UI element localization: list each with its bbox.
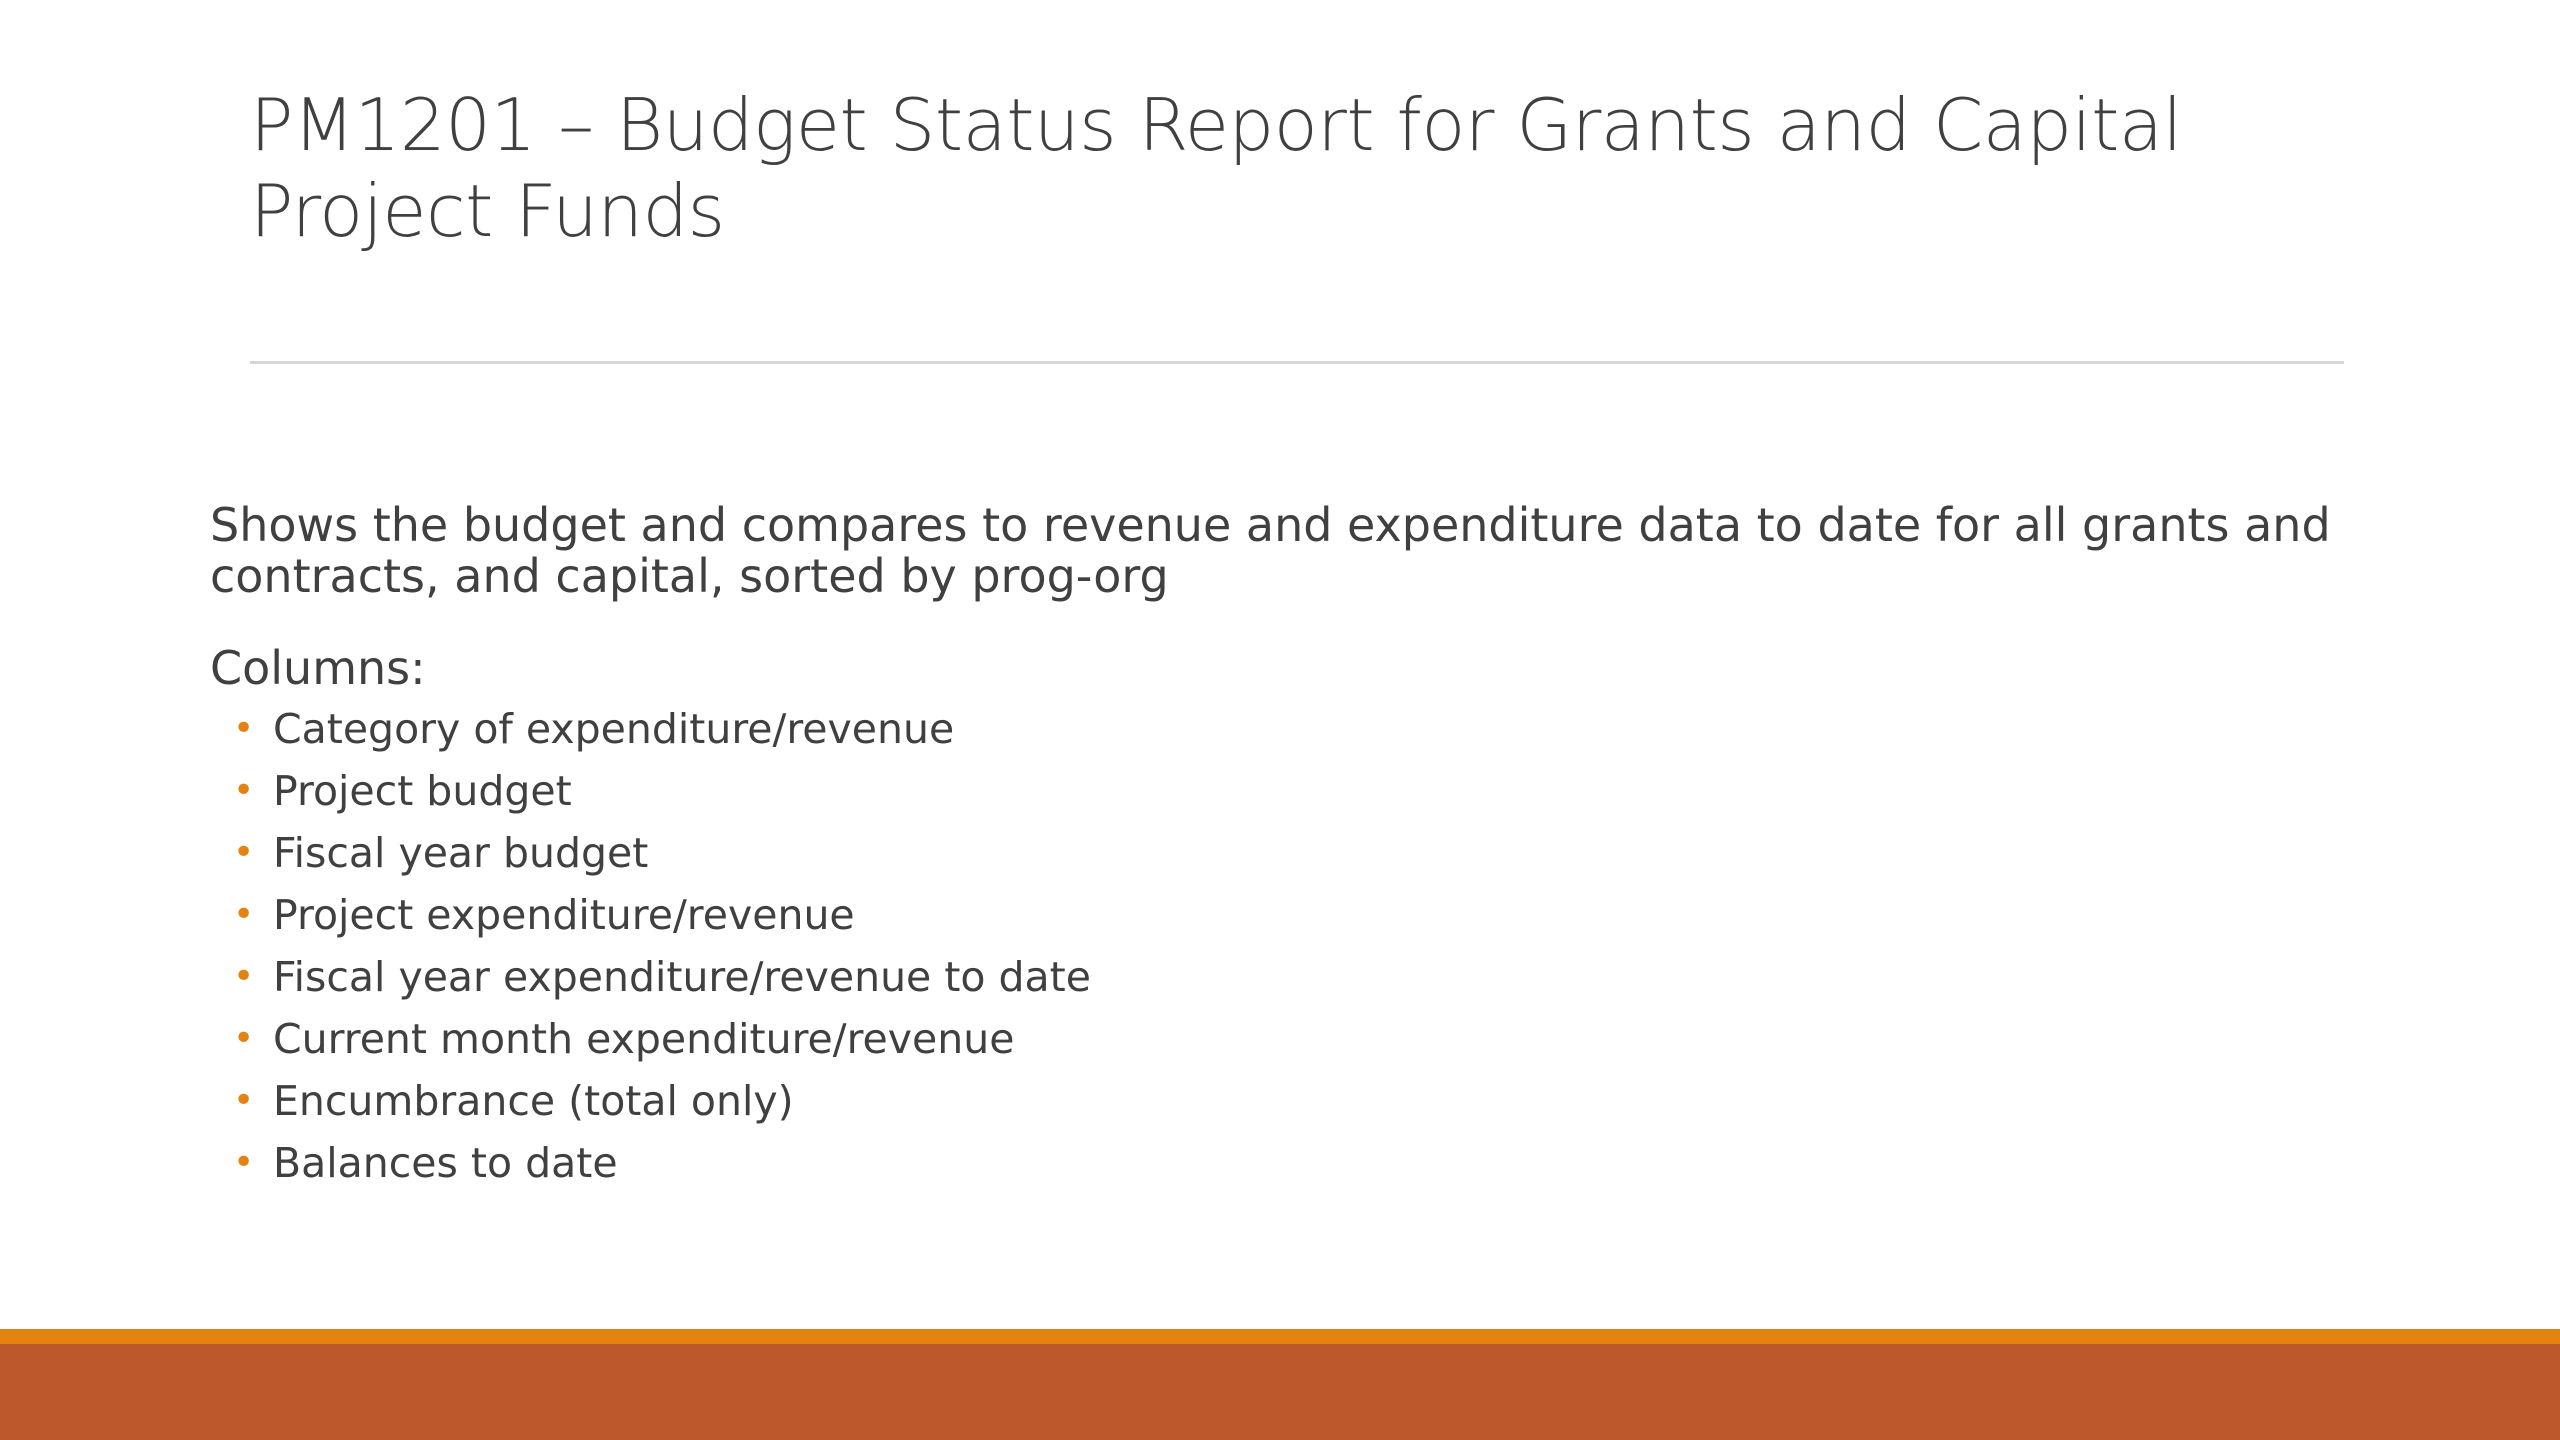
columns-heading: Columns: <box>210 641 426 695</box>
bullet-icon: • <box>233 1142 255 1183</box>
list-item-label: Category of expenditure/revenue <box>273 705 955 753</box>
bullet-icon: • <box>233 770 255 811</box>
list-item-label: Fiscal year budget <box>273 829 649 877</box>
list-item-label: Current month expenditure/revenue <box>273 1015 1015 1063</box>
list-item-label: Balances to date <box>273 1139 618 1187</box>
columns-list <box>210 698 2360 1194</box>
bullet-icon: • <box>233 1080 255 1121</box>
slide-body <box>210 500 2360 1194</box>
list-item <box>210 760 2360 822</box>
bullet-icon: • <box>233 1018 255 1059</box>
title-divider <box>250 361 2344 364</box>
list-item <box>210 822 2360 884</box>
bullet-icon: • <box>233 832 255 873</box>
list-item <box>210 1070 2360 1132</box>
list-item <box>210 1132 2360 1194</box>
list-item <box>210 698 2360 760</box>
list-item-label: Fiscal year expenditure/revenue to date <box>273 953 1091 1001</box>
list-item <box>210 884 2360 946</box>
bullet-icon: • <box>233 708 255 749</box>
bullet-icon: • <box>233 956 255 997</box>
list-item <box>210 946 2360 1008</box>
list-item-label: Project expenditure/revenue <box>273 891 855 939</box>
slide-title: PM1201 – Budget Status Report for Grants and Capital Project Funds <box>250 83 2182 253</box>
list-item <box>210 1008 2360 1070</box>
list-item-label: Encumbrance (total only) <box>273 1077 794 1125</box>
list-item-label: Project budget <box>273 767 572 815</box>
footer-accent-stripe <box>0 1329 2560 1344</box>
footer-band <box>0 1344 2560 1440</box>
bullet-icon: • <box>233 894 255 935</box>
slide-description: Shows the budget and compares to revenue and expenditure data to date for all grants and contracts, and capital, sorted by prog-org <box>210 498 2331 603</box>
